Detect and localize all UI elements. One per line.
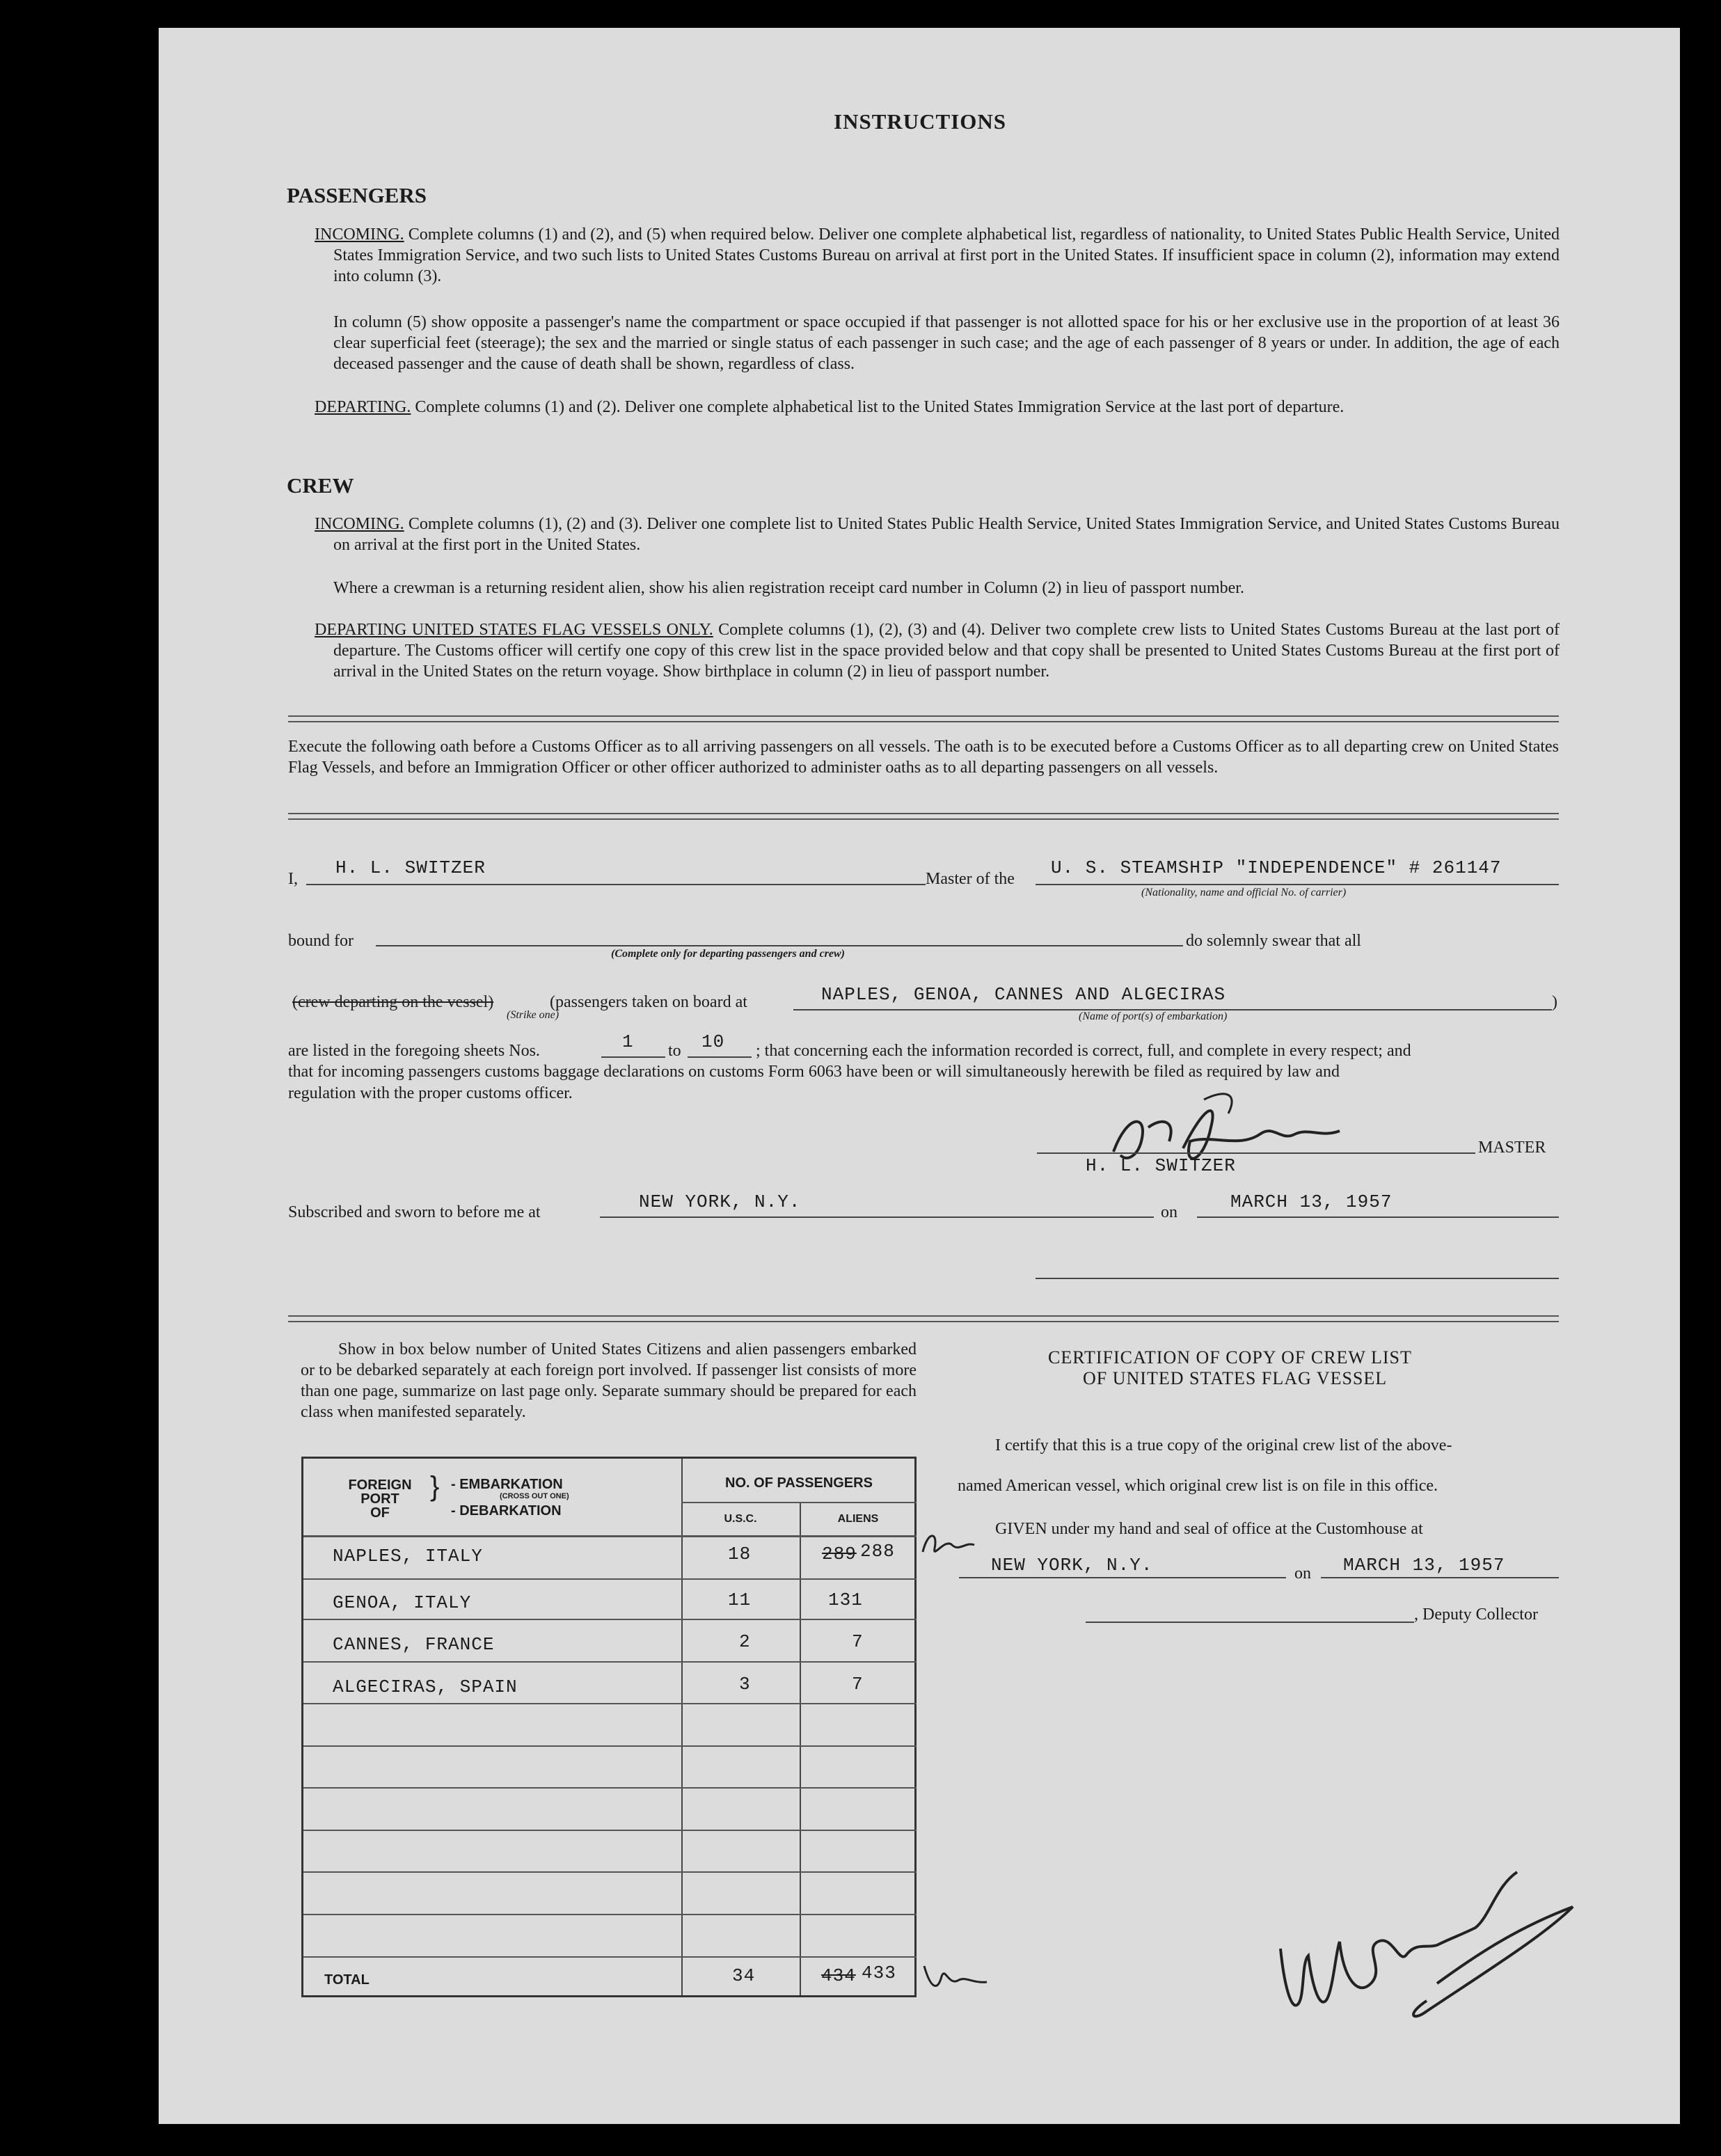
embark-label: - EMBARKATION [451, 1477, 563, 1492]
deputy-collector-line [1086, 1622, 1414, 1623]
sheet-from: 1 [622, 1031, 634, 1052]
struck-crew-departing: (crew departing on the vessel) [292, 993, 494, 1011]
debark-label: - DEBARKATION [451, 1503, 562, 1519]
to-label: to [668, 1042, 681, 1060]
swear-label: do solemnly swear that all [1186, 932, 1361, 950]
passengers-taken-label: (passengers taken on board at [550, 993, 747, 1011]
brace-icon: } [430, 1471, 440, 1502]
initials-mark-icon [917, 1524, 980, 1566]
sheet-to-line [688, 1056, 752, 1058]
col-passengers-header: NO. OF PASSENGERS [725, 1475, 873, 1491]
row-4-usc: 3 [739, 1674, 751, 1695]
listed-text-1: ; that concerning each the information recorded is correct, full, and complete in every respect; and [756, 1042, 1411, 1060]
summary-instructions: Show in box below number of United States Citizens and alien passengers embarked or to be debarked separately at each foreign port involved. If passenger list consists of more than one page, summarize on last page only. Separate summary should be prepared for each class when manifested separately. [301, 1340, 917, 1421]
row-4-aliens: 7 [852, 1674, 864, 1695]
passengers-incoming-paragraph [315, 224, 1560, 287]
master-name-line [306, 884, 926, 885]
crew-departing-label: DEPARTING UNITED STATES FLAG VESSELS ONLY. [315, 621, 713, 639]
row-line-10 [303, 1956, 917, 1958]
embarkation-ports: NAPLES, GENOA, CANNES AND ALGECIRAS [821, 984, 1226, 1005]
divider-1 [288, 715, 1559, 722]
master-signature-line [1037, 1152, 1475, 1154]
row-1-aliens: 288 [860, 1541, 895, 1562]
sworn-place-line [600, 1216, 1154, 1218]
listed-text-3: regulation with the proper customs officer. [288, 1084, 573, 1102]
total-usc: 34 [732, 1965, 756, 1986]
table-hline-sub [681, 1502, 917, 1503]
sheet-from-line [601, 1056, 665, 1058]
sworn-on-label: on [1161, 1203, 1177, 1221]
crew-heading: CREW [287, 473, 354, 498]
passengers-heading: PASSENGERS [287, 183, 427, 207]
row-line-2 [303, 1619, 917, 1620]
sworn-place: NEW YORK, N.Y. [639, 1191, 801, 1212]
vessel-caption: (Nationality, name and official No. of carrier) [1141, 887, 1347, 898]
passengers-incoming-label: INCOMING. [315, 225, 404, 244]
col-port-header [345, 1478, 415, 1520]
master-name: H. L. SWITZER [335, 857, 486, 878]
passengers-departing-label: DEPARTING. [315, 398, 411, 416]
row-2-aliens: 131 [828, 1590, 863, 1610]
certification-on-label: on [1294, 1564, 1311, 1583]
row-line-9 [303, 1914, 917, 1915]
passengers-column5-text: In column (5) show opposite a passenger's name the compartment or space occupied if that passenger is not allotted space for his or her exclusive use in the proportion of at least 36 clear superficial feet (steerage); the sex and the married or single status of each passenger in such case; and the age of each passenger of 8 years or under. In addition, the age of each deceased passenger and the cause of death shall be shown, regardless of class. [333, 313, 1560, 373]
passenger-summary-table [301, 1457, 917, 1997]
certification-title-2: OF UNITED STATES FLAG VESSEL [1083, 1368, 1388, 1388]
officer-signature-line [1036, 1278, 1559, 1279]
certification-title-1: CERTIFICATION OF COPY OF CREW LIST [1048, 1347, 1412, 1368]
row-3-usc: 2 [739, 1631, 751, 1652]
bound-for-label: bound for [288, 932, 354, 950]
passengers-departing-paragraph [315, 397, 1560, 418]
certification-date-line [1321, 1577, 1559, 1578]
certification-place-line [959, 1577, 1286, 1578]
sworn-date: MARCH 13, 1957 [1230, 1191, 1393, 1212]
table-hline-header [303, 1535, 917, 1537]
row-line-5 [303, 1745, 917, 1747]
crew-incoming-paragraph [315, 514, 1560, 555]
row-line-6 [303, 1787, 917, 1789]
total-label: TOTAL [324, 1972, 370, 1988]
row-line-4 [303, 1703, 917, 1704]
crew-departing-text: Complete columns (1), (2), (3) and (4). Deliver two complete crew lists to United States Customs Bureau at the last port of departure. The Customs officer will certify one copy of this crew list in the space provided below and that copy shall be presented to United States Customs Bureau at the first port of arrival in the United States on the return voyage. Show birthplace in column (2) in lieu of passport number. [333, 621, 1560, 681]
certification-place: NEW YORK, N.Y. [991, 1555, 1153, 1576]
passengers-departing-text: Complete columns (1) and (2). Deliver one complete alphabetical list to the United States Immigration Service at the last port of departure. [415, 398, 1345, 416]
row-4-port: ALGECIRAS, SPAIN [333, 1677, 518, 1697]
col-port-3: OF [370, 1505, 390, 1521]
bound-for-line [376, 945, 1183, 946]
crew-resident-text: Where a crewman is a returning resident alien, show his alien registration receipt card number in Column (2) in lieu of passport number. [333, 579, 1244, 597]
row-line-3 [303, 1661, 917, 1663]
row-3-aliens: 7 [852, 1631, 864, 1652]
ports-caption: (Name of port(s) of embarkation) [1079, 1010, 1228, 1022]
row-1-aliens-struck: 289 [822, 1544, 857, 1564]
row-line-7 [303, 1830, 917, 1831]
col-aliens-header: ALIENS [837, 1513, 879, 1525]
certification-line-3: GIVEN under my hand and seal of office at the Customhouse at [995, 1520, 1423, 1538]
oath-i-label: I, [288, 870, 298, 888]
col-usc-header: U.S.C. [724, 1513, 757, 1525]
row-1-port: NAPLES, ITALY [333, 1546, 483, 1567]
certification-date: MARCH 13, 1957 [1343, 1555, 1505, 1576]
row-line-8 [303, 1871, 917, 1873]
collector-signature-icon [1267, 1844, 1601, 2039]
divider-3 [288, 1315, 1559, 1322]
vessel-line [1036, 884, 1559, 885]
sworn-label: Subscribed and sworn to before me at [288, 1203, 541, 1221]
crew-incoming-label: INCOMING. [315, 515, 404, 533]
row-1-usc: 18 [728, 1544, 752, 1564]
total-aliens-struck: 434 [821, 1965, 856, 1986]
row-line-1 [303, 1578, 917, 1580]
sworn-date-line [1197, 1216, 1559, 1218]
certification-line-1: I certify that this is a true copy of the original crew list of the above- [995, 1436, 1452, 1454]
page-title: INSTRUCTIONS [834, 109, 1007, 134]
listed-label: are listed in the foregoing sheets Nos. [288, 1042, 540, 1060]
table-vline-2 [800, 1502, 801, 1995]
passengers-incoming-text: Complete columns (1) and (2), and (5) when required below. Deliver one complete alphabetical list, regardless of nationality, to United States Public Health Service, United States Immigration Service, and two such lists to United States Customs Bureau on arrival at first port in the United States. If insufficient space in column (2), information may extend into column (3). [333, 225, 1560, 285]
crew-departing-paragraph [315, 619, 1560, 682]
col-port-2: PORT [360, 1491, 399, 1507]
row-3-port: CANNES, FRANCE [333, 1634, 495, 1655]
strike-caption: (Strike one) [507, 1009, 560, 1021]
sheet-to: 10 [701, 1031, 725, 1052]
row-2-usc: 11 [728, 1590, 752, 1610]
oath-intro: Execute the following oath before a Customs Officer as to all arriving passengers on all vessels. The oath is to be executed before a Customs Officer as to all departing crew on United States Flag Vessels, and before an Immigration Officer or other officer authorized to administer oaths as to all departing passengers on all vessels. [288, 738, 1559, 777]
certification-line-2: named American vessel, which original crew list is on file in this office. [958, 1477, 1438, 1495]
deputy-collector-label: , Deputy Collector [1414, 1606, 1538, 1624]
master-of-label: Master of the [926, 870, 1015, 888]
ports-close-paren: ) [1552, 993, 1557, 1011]
listed-text-2: that for incoming passengers customs baggage declarations on customs Form 6063 have been or will simultaneously herewith be filed as required by law and [288, 1063, 1340, 1081]
typed-master-name: H. L. SWITZER [1086, 1155, 1236, 1176]
total-aliens: 433 [862, 1963, 896, 1983]
cross-out-label: (CROSS OUT ONE) [500, 1492, 569, 1500]
col-port-1: FOREIGN [348, 1477, 412, 1493]
master-label: MASTER [1478, 1139, 1546, 1157]
bound-for-caption: (Complete only for departing passengers and crew) [611, 948, 845, 960]
crew-incoming-text: Complete columns (1), (2) and (3). Deliver one complete list to United States Public Health Service, United States Immigration Service, and United States Customs Bureau on arrival at the first port in the United States. [333, 515, 1560, 554]
row-2-port: GENOA, ITALY [333, 1592, 472, 1613]
vessel-name: U. S. STEAMSHIP "INDEPENDENCE" # 261147 [1051, 857, 1502, 878]
divider-2 [288, 813, 1559, 820]
total-initials-mark-icon [917, 1956, 994, 1997]
